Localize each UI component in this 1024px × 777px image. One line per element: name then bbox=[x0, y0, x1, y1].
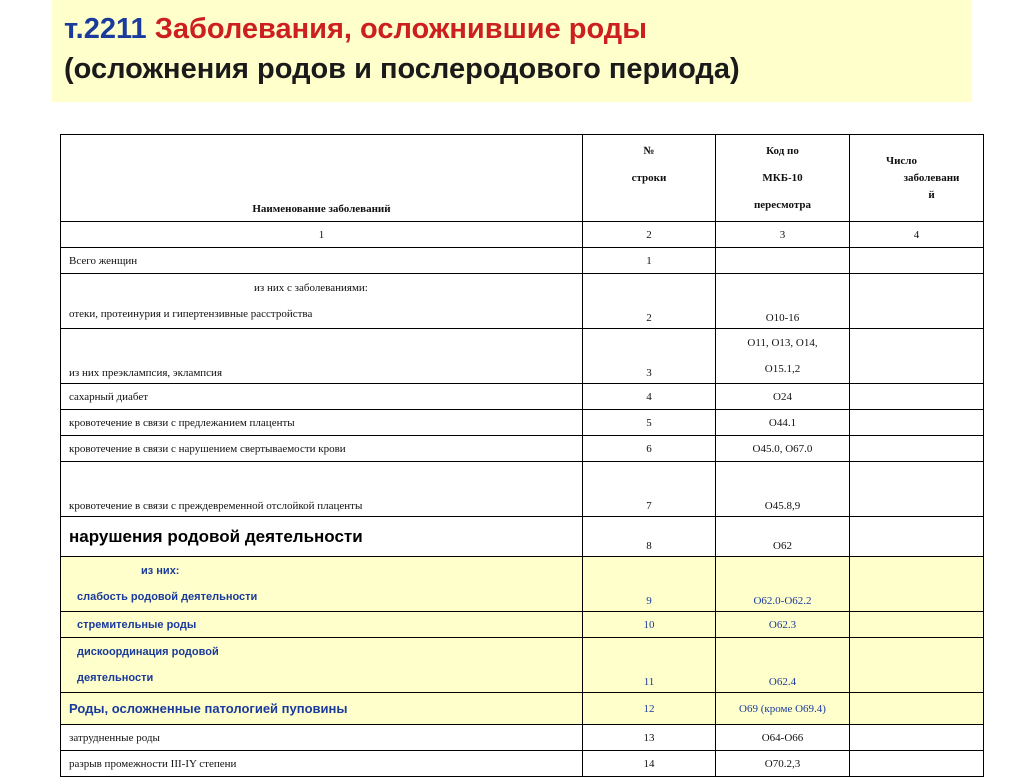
row-code: О62 bbox=[716, 517, 850, 557]
row-name-sub: из них с заболеваниями: bbox=[254, 282, 368, 294]
table-row bbox=[61, 751, 984, 777]
table-row bbox=[61, 517, 984, 557]
header-icd-code: Код по МКБ-10 пересмотра bbox=[716, 135, 850, 222]
row-count bbox=[850, 410, 984, 436]
title-text: Заболевания, осложнившие роды bbox=[154, 13, 647, 45]
table-number: т.2211 bbox=[64, 13, 147, 45]
row-count bbox=[850, 436, 984, 462]
row-name: слабость родовой деятельности bbox=[77, 591, 258, 603]
row-name: кровотечение в связи с преждевременной отслойкой плаценты bbox=[61, 462, 583, 517]
table-row bbox=[61, 693, 984, 725]
row-name-cell bbox=[61, 557, 583, 612]
row-name: сахарный диабет bbox=[61, 384, 583, 410]
column-number: 3 bbox=[716, 222, 850, 248]
row-code: О69 (кроме О69.4) bbox=[716, 693, 850, 725]
row-count bbox=[850, 384, 984, 410]
row-count bbox=[850, 274, 984, 329]
row-number: 10 bbox=[583, 612, 716, 638]
row-name: разрыв промежности III-IY степени bbox=[61, 751, 583, 777]
table-row bbox=[61, 638, 984, 693]
row-code: О64-О66 bbox=[716, 725, 850, 751]
row-count bbox=[850, 612, 984, 638]
table-row bbox=[61, 462, 984, 517]
row-name: из них преэклампсия, эклампсия bbox=[61, 329, 583, 384]
row-name-cell bbox=[61, 274, 583, 329]
row-name: отеки, протеинурия и гипертензивные расстройства bbox=[69, 308, 313, 320]
header-row-no: № строки bbox=[583, 135, 716, 222]
row-code: О15.1,2 bbox=[764, 363, 801, 375]
title-box bbox=[52, 0, 972, 102]
table-row bbox=[61, 725, 984, 751]
row-code: О62.0-О62.2 bbox=[716, 557, 850, 612]
title-line-2: (осложнения родов и послеродового периода) bbox=[64, 53, 740, 85]
header-row bbox=[61, 135, 984, 222]
row-name: стремительные роды bbox=[61, 612, 583, 638]
column-number: 1 bbox=[61, 222, 583, 248]
row-number: 4 bbox=[583, 384, 716, 410]
row-code: О44.1 bbox=[716, 410, 850, 436]
table-row bbox=[61, 612, 984, 638]
table-row bbox=[61, 274, 984, 329]
row-number: 9 bbox=[583, 557, 716, 612]
row-code bbox=[716, 248, 850, 274]
row-name-cell bbox=[61, 638, 583, 693]
column-number: 2 bbox=[583, 222, 716, 248]
table-row bbox=[61, 329, 984, 384]
row-number: 6 bbox=[583, 436, 716, 462]
row-number: 13 bbox=[583, 725, 716, 751]
row-code: О62.3 bbox=[716, 612, 850, 638]
row-name: Всего женщин bbox=[61, 248, 583, 274]
row-name: кровотечение в связи с нарушением свертываемости крови bbox=[61, 436, 583, 462]
row-number: 11 bbox=[583, 638, 716, 693]
column-number: 4 bbox=[850, 222, 984, 248]
row-number: 2 bbox=[583, 274, 716, 329]
table-row bbox=[61, 384, 984, 410]
row-count bbox=[850, 751, 984, 777]
header-count: Число заболевани й bbox=[850, 135, 984, 222]
row-count bbox=[850, 462, 984, 517]
row-count bbox=[850, 725, 984, 751]
row-count bbox=[850, 557, 984, 612]
row-code-top: О11, О13, О14, bbox=[747, 337, 818, 349]
row-count bbox=[850, 638, 984, 693]
row-number: 7 bbox=[583, 462, 716, 517]
row-name: деятельности bbox=[77, 672, 154, 684]
row-number: 3 bbox=[583, 329, 716, 384]
row-count bbox=[850, 329, 984, 384]
header-name: Наименование заболеваний bbox=[61, 135, 583, 222]
row-code-cell bbox=[716, 329, 850, 384]
row-name: кровотечение в связи с предлежанием плаценты bbox=[61, 410, 583, 436]
row-name-sub: дискоординация родовой bbox=[77, 646, 219, 658]
row-name: затрудненные роды bbox=[61, 725, 583, 751]
row-name-sub: из них: bbox=[141, 565, 180, 577]
table-row bbox=[61, 248, 984, 274]
title-line-1 bbox=[64, 12, 647, 46]
row-number: 5 bbox=[583, 410, 716, 436]
row-name: Роды, осложненные патологией пуповины bbox=[61, 693, 583, 725]
table-row bbox=[61, 557, 984, 612]
row-count bbox=[850, 517, 984, 557]
row-code: О70.2,3 bbox=[716, 751, 850, 777]
row-code: О24 bbox=[716, 384, 850, 410]
row-count bbox=[850, 248, 984, 274]
row-count bbox=[850, 693, 984, 725]
row-number: 8 bbox=[583, 517, 716, 557]
row-number: 14 bbox=[583, 751, 716, 777]
row-code: О10-16 bbox=[716, 274, 850, 329]
row-number: 12 bbox=[583, 693, 716, 725]
diseases-table bbox=[60, 134, 984, 777]
table-row bbox=[61, 410, 984, 436]
row-number: 1 bbox=[583, 248, 716, 274]
row-name: нарушения родовой деятельности bbox=[61, 517, 583, 557]
column-number-row bbox=[61, 222, 984, 248]
row-code: О45.0, О67.0 bbox=[716, 436, 850, 462]
row-code: О62.4 bbox=[716, 638, 850, 693]
table-row bbox=[61, 436, 984, 462]
row-code: О45.8,9 bbox=[716, 462, 850, 517]
